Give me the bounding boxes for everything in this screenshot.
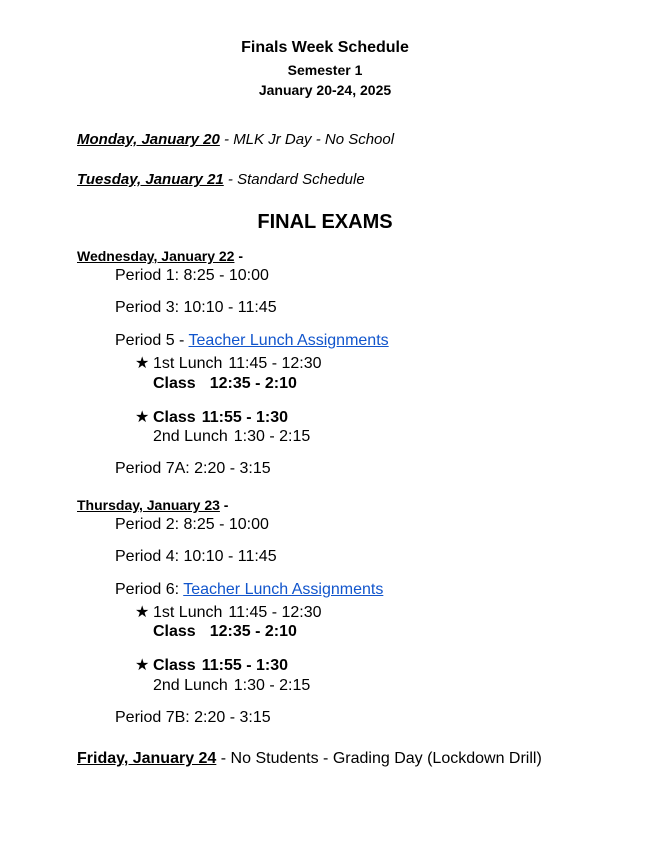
thursday-class-b-label: Class [153,657,196,674]
thursday-class-b [135,655,288,675]
tuesday-entry [77,171,365,188]
wednesday-class-b-label: Class [153,409,196,426]
date-range-subtitle: January 20-24, 2025 [258,82,392,98]
wednesday-dash: - [234,248,244,264]
friday-day-label: Friday, January 24 [77,750,217,767]
friday-note: No Students - Grading Day (Lockdown Drill) [230,750,542,767]
star-icon: ★ [135,409,150,426]
document-title: Finals Week Schedule [241,39,409,56]
thursday-class-b-time: 11:55 - 1:30 [201,657,288,674]
wednesday-class-b [135,407,288,427]
thursday-first-lunch-time: 11:45 - 12:30 [228,604,322,621]
thursday-heading [77,497,228,513]
monday-separator: - [219,131,234,148]
thursday-period-4: Period 4: 10:10 - 11:45 [115,548,277,565]
thursday-first-lunch [135,602,322,622]
star-icon: ★ [135,657,150,674]
thursday-day-label: Thursday, January 23 [77,497,220,513]
friday-entry [77,750,542,768]
wednesday-second-lunch [153,428,310,446]
wednesday-period-5-label: Period 5 - [115,332,189,349]
wednesday-second-lunch-time: 1:30 - 2:15 [233,428,311,445]
thursday-first-lunch-label: 1st Lunch [153,604,223,621]
thursday-period-6 [115,581,383,599]
wednesday-first-lunch-label: 1st Lunch [153,355,223,372]
thursday-period-6-label: Period 6: [115,581,184,598]
tuesday-separator: - [223,171,238,188]
thursday-teacher-lunch-link[interactable]: Teacher Lunch Assignments [183,581,384,598]
semester-subtitle: Semester 1 [287,62,363,78]
wednesday-period-3: Period 3: 10:10 - 11:45 [115,299,277,316]
thursday-dash: - [219,497,229,513]
thursday-class-a [153,623,297,641]
thursday-second-lunch-time: 1:30 - 2:15 [233,677,311,694]
wednesday-heading [77,248,243,264]
thursday-class-a-time: 12:35 - 2:10 [209,623,297,640]
wednesday-second-lunch-label: 2nd Lunch [153,428,228,445]
wednesday-class-a [153,375,297,393]
wednesday-period-1: Period 1: 8:25 - 10:00 [115,267,269,284]
wednesday-period-7a: Period 7A: 2:20 - 3:15 [115,460,271,477]
monday-entry [77,131,394,148]
wednesday-first-lunch-time: 11:45 - 12:30 [228,355,322,372]
wednesday-class-b-time: 11:55 - 1:30 [201,409,288,426]
thursday-second-lunch-label: 2nd Lunch [153,677,228,694]
final-exams-heading: FINAL EXAMS [257,211,393,233]
monday-day-label: Monday, January 20 [77,131,220,148]
wednesday-period-5 [115,332,389,350]
tuesday-day-label: Tuesday, January 21 [77,171,224,188]
wednesday-teacher-lunch-link[interactable]: Teacher Lunch Assignments [188,332,389,349]
wednesday-first-lunch [135,353,322,373]
monday-note: MLK Jr Day - No School [233,131,395,148]
star-icon: ★ [135,355,150,372]
wednesday-class-a-time: 12:35 - 2:10 [209,375,297,392]
tuesday-note: Standard Schedule [237,171,365,188]
friday-separator: - [216,750,231,767]
wednesday-day-label: Wednesday, January 22 [77,248,235,264]
thursday-second-lunch [153,677,310,695]
thursday-class-a-label: Class [153,623,196,640]
thursday-period-7b: Period 7B: 2:20 - 3:15 [115,709,271,726]
thursday-period-2: Period 2: 8:25 - 10:00 [115,516,269,533]
star-icon: ★ [135,604,150,621]
wednesday-class-a-label: Class [153,375,196,392]
